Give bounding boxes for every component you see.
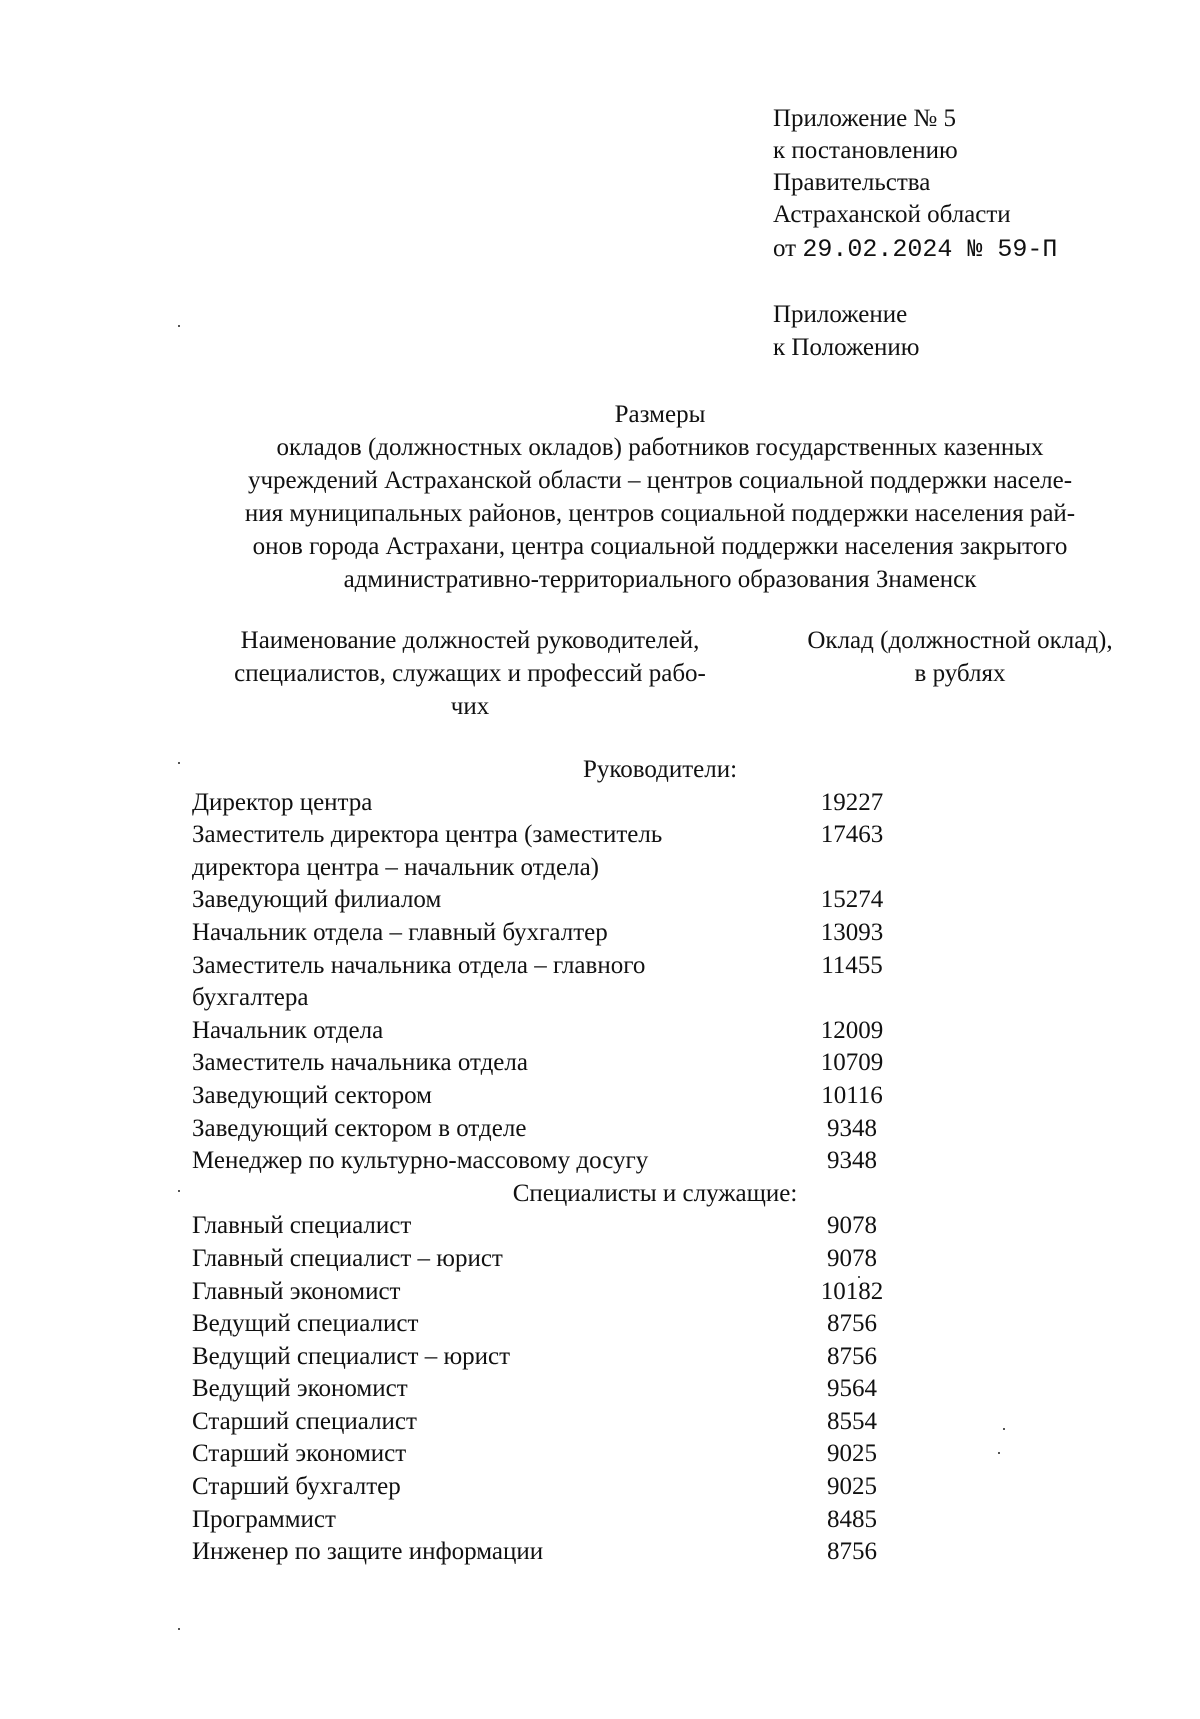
appendix-line: Приложение № 5 <box>773 105 957 132</box>
appendix-line: к Положению <box>773 334 920 361</box>
order-prefix: от <box>773 235 797 262</box>
table-row <box>0 1210 1200 1243</box>
title-line: административно-территориального образования Знаменск <box>343 566 977 593</box>
table-row <box>0 1080 1200 1113</box>
position-name <box>192 1047 752 1080</box>
table-row <box>0 1536 1200 1569</box>
section-title: Руководители: <box>582 756 738 783</box>
table-row <box>0 819 1200 884</box>
salary-value: 19227 <box>820 788 884 816</box>
position-name-line: Ведущий экономист <box>192 1375 408 1403</box>
salary-value: 15274 <box>820 886 884 914</box>
title-line: ния муниципальных районов, центров социальной поддержки населения рай- <box>244 500 1076 527</box>
salary-value: 9078 <box>827 1244 877 1272</box>
table-row <box>0 917 1200 950</box>
position-name-line: Программист <box>192 1505 336 1533</box>
header-line: Наименование должностей руководителей, <box>240 627 700 654</box>
table-row <box>0 950 1200 1015</box>
position-name <box>192 1341 752 1374</box>
salary-value: 10116 <box>821 1081 883 1109</box>
header-line: специалистов, служащих и профессий рабо- <box>234 660 706 687</box>
position-name-line: директора центра – начальник отдела) <box>192 853 600 881</box>
position-name-line: Заведующий сектором в отделе <box>192 1114 527 1142</box>
position-name <box>192 1536 752 1569</box>
document-title <box>180 398 1140 596</box>
position-name-line: Ведущий специалист – юрист <box>192 1342 511 1370</box>
table-row <box>0 787 1200 820</box>
position-name <box>192 884 752 917</box>
scan-speck <box>178 325 180 327</box>
table-row <box>0 1145 1200 1178</box>
table-row <box>0 1015 1200 1048</box>
position-name <box>192 1210 752 1243</box>
table-row <box>0 1373 1200 1406</box>
scan-speck <box>178 762 180 764</box>
position-name-line: Директор центра <box>192 788 373 816</box>
salary-value: 8756 <box>827 1538 877 1566</box>
header-line: в рублях <box>914 660 1006 687</box>
order-stamp: 29.02.2024 № 59-П <box>802 235 1058 264</box>
position-name-line: Заместитель директора центра (заместитель <box>192 821 663 849</box>
position-name <box>192 1308 752 1341</box>
position-name-line: Начальник отдела <box>192 1016 384 1044</box>
scan-speck <box>1003 1428 1005 1430</box>
salary-value: 10709 <box>820 1049 884 1077</box>
position-name <box>192 917 752 950</box>
order-date-line <box>773 233 1153 266</box>
position-name-line: Главный специалист – юрист <box>192 1244 503 1272</box>
position-name-line: Начальник отдела – главный бухгалтер <box>192 918 608 946</box>
salary-value: 13093 <box>820 918 884 946</box>
position-name <box>192 1406 752 1439</box>
position-name <box>192 1504 752 1537</box>
salary-value: 9025 <box>827 1473 877 1501</box>
scan-speck <box>178 1628 180 1630</box>
scan-speck <box>178 1190 180 1192</box>
position-name <box>192 1243 752 1276</box>
appendix-line: Астраханской области <box>773 201 1011 228</box>
salary-value: 12009 <box>820 1016 884 1044</box>
appendix-line: Приложение <box>773 301 908 328</box>
table-row <box>0 1406 1200 1439</box>
salary-value: 8485 <box>827 1505 877 1533</box>
table-row <box>0 1308 1200 1341</box>
position-name-line: Ведущий специалист <box>192 1310 419 1338</box>
salary-value: 10182 <box>820 1277 884 1305</box>
scan-speck <box>858 1276 860 1278</box>
table-row <box>0 884 1200 917</box>
appendix-header <box>773 103 1153 266</box>
salary-value: 9564 <box>827 1375 877 1403</box>
scan-speck <box>998 1452 1000 1454</box>
position-name <box>192 1145 752 1178</box>
position-name-line: Старший экономист <box>192 1440 407 1468</box>
position-name <box>192 1276 752 1309</box>
position-name-line: Заместитель начальника отдела – главного <box>192 951 646 979</box>
table-row <box>0 1243 1200 1276</box>
column-header-salary <box>760 624 1160 690</box>
salary-value: 9078 <box>827 1212 877 1240</box>
column-header-positions <box>185 624 755 723</box>
position-name <box>192 1471 752 1504</box>
position-name-line: Заместитель начальника отдела <box>192 1049 528 1077</box>
table-row <box>0 1276 1200 1309</box>
position-name-line: бухгалтера <box>192 984 309 1012</box>
appendix-to-regulation <box>773 298 1153 364</box>
position-name-line: Заведующий филиалом <box>192 886 442 914</box>
position-name-line: Заведующий сектором <box>192 1081 432 1109</box>
section-title: Специалисты и служащие: <box>512 1179 798 1207</box>
position-name <box>192 1438 752 1471</box>
appendix-line: Правительства <box>773 169 931 196</box>
position-name <box>192 787 752 820</box>
salary-value: 17463 <box>820 821 884 849</box>
table-row <box>0 1341 1200 1374</box>
position-name-line: Старший специалист <box>192 1407 417 1435</box>
title-line: учреждений Астраханской области – центров социальной поддержки населе- <box>247 467 1073 494</box>
position-name-line: Инженер по защите информации <box>192 1538 544 1566</box>
table-row <box>0 1504 1200 1537</box>
header-line: чих <box>450 693 490 720</box>
position-name-line: Старший бухгалтер <box>192 1473 401 1501</box>
position-name <box>192 1113 752 1146</box>
salary-value: 8554 <box>827 1407 877 1435</box>
appendix-line: к постановлению <box>773 137 958 164</box>
position-name-line: Главный экономист <box>192 1277 401 1305</box>
salary-value: 8756 <box>827 1310 877 1338</box>
salary-value: 9348 <box>827 1114 877 1142</box>
position-name <box>192 950 752 1015</box>
salary-value: 11455 <box>821 951 883 979</box>
salary-table <box>0 754 1200 1569</box>
title-line: окладов (должностных окладов) работников государственных казенных <box>276 434 1044 461</box>
position-name <box>192 1015 752 1048</box>
table-row <box>0 1471 1200 1504</box>
table-row <box>0 1113 1200 1146</box>
header-line: Оклад (должностной оклад), <box>807 627 1113 654</box>
salary-value: 9348 <box>827 1147 877 1175</box>
position-name <box>192 1373 752 1406</box>
position-name-line: Главный специалист <box>192 1212 412 1240</box>
salary-value: 9025 <box>827 1440 877 1468</box>
position-name <box>192 819 752 884</box>
title-line: онов города Астрахани, центра социальной поддержки населения закрытого <box>252 533 1068 560</box>
table-row <box>0 1047 1200 1080</box>
table-row <box>0 1438 1200 1471</box>
title-line: Размеры <box>614 401 706 428</box>
position-name <box>192 1080 752 1113</box>
salary-value: 8756 <box>827 1342 877 1370</box>
position-name-line: Менеджер по культурно-массовому досугу <box>192 1147 649 1175</box>
